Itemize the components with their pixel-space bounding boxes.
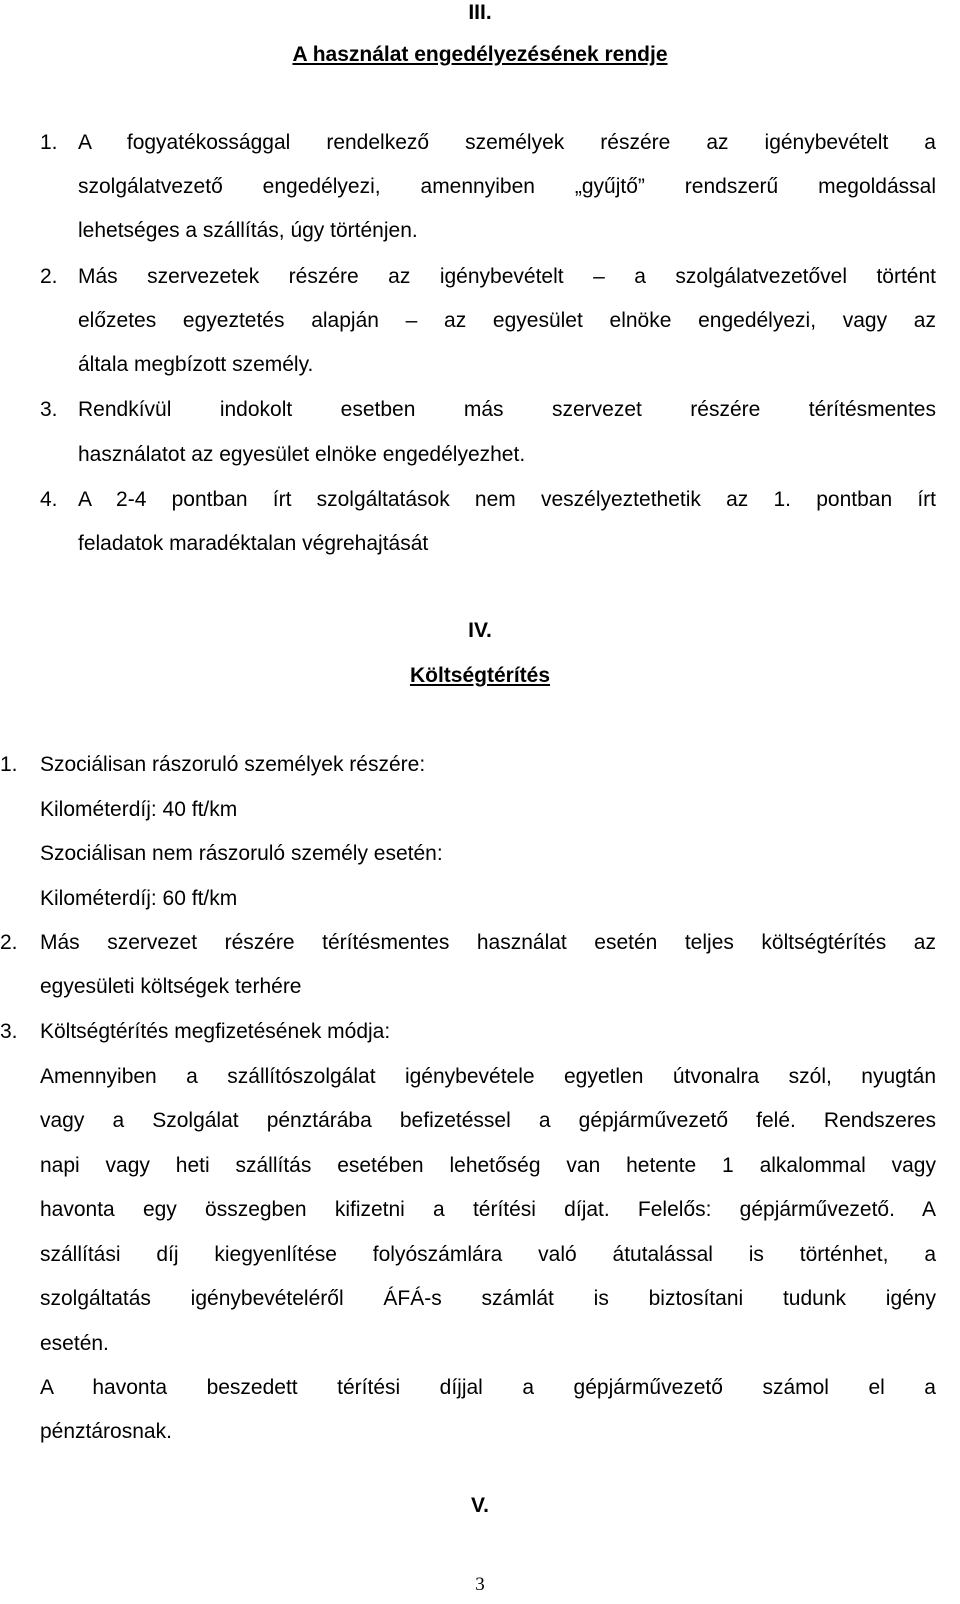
item-text-line: esetén. bbox=[40, 1332, 109, 1355]
section-3-roman: III. bbox=[468, 1, 492, 24]
item-text-line: használatot az egyesület elnöke engedélyezhet. bbox=[78, 443, 526, 466]
item-text-line: napi vagy heti szállítás esetében lehetőség van hetente 1 alkalommal vagy bbox=[40, 1154, 936, 1177]
item-number: 4. bbox=[40, 488, 58, 511]
item-text-line: feladatok maradéktalan végrehajtását bbox=[78, 532, 429, 555]
item-text-line: Más szervezet részére térítésmentes használat esetén teljes költségtérítés az bbox=[40, 931, 936, 954]
item-text-line: egyesületi költségek terhére bbox=[40, 975, 302, 998]
item-text-line: Költségtérítés megfizetésének módja: bbox=[40, 1020, 391, 1043]
item-number: 2. bbox=[0, 931, 18, 954]
item-text-line: A havonta beszedett térítési díjjal a gépjárművezető számol el a bbox=[40, 1376, 936, 1399]
item-text-line: szolgáltatás igénybevételéről ÁFÁ-s számlát is biztosítani tudunk igény bbox=[40, 1287, 936, 1310]
item-text-line: általa megbízott személy. bbox=[78, 353, 314, 376]
item-number: 1. bbox=[0, 753, 18, 776]
item-text-line: Szociálisan nem rászoruló személy esetén: bbox=[40, 842, 443, 865]
item-number: 1. bbox=[40, 131, 58, 154]
item-text-line: A fogyatékossággal rendelkező személyek részére az igénybevételt a bbox=[78, 131, 936, 154]
item-text-line: Amennyiben a szállítószolgálat igénybevétele egyetlen útvonalra szól, nyugtán bbox=[40, 1065, 936, 1088]
item-text-line: Kilométerdíj: 60 ft/km bbox=[40, 887, 238, 910]
section-4-roman: IV. bbox=[468, 619, 492, 642]
page-number: 3 bbox=[475, 1574, 485, 1595]
item-text-line: pénztárosnak. bbox=[40, 1420, 172, 1443]
item-number: 3. bbox=[40, 398, 58, 421]
item-text-line: Kilométerdíj: 40 ft/km bbox=[40, 798, 238, 821]
item-text-line: Más szervezetek részére az igénybevételt – a szolgálatvezetővel történt bbox=[78, 265, 936, 288]
section-4-heading: Költségtérítés bbox=[409, 664, 551, 687]
item-text-line: szolgálatvezető engedélyezi, amennyiben „gyűjtő” rendszerű megoldással bbox=[78, 175, 936, 198]
item-number: 3. bbox=[0, 1020, 18, 1043]
section-5-roman: V. bbox=[471, 1494, 489, 1517]
item-text-line: A 2-4 pontban írt szolgáltatások nem veszélyeztethetik az 1. pontban írt bbox=[78, 488, 936, 511]
item-text-line: szállítási díj kiegyenlítése folyószámlára való átutalással is történhet, a bbox=[40, 1243, 936, 1266]
item-text-line: lehetséges a szállítás, úgy történjen. bbox=[78, 219, 418, 242]
item-text-line: vagy a Szolgálat pénztárába befizetéssel a gépjárművezető felé. Rendszeres bbox=[40, 1109, 936, 1132]
item-text-line: Szociálisan rászoruló személyek részére: bbox=[40, 753, 426, 776]
item-text-line: Rendkívül indokolt esetben más szervezet részére térítésmentes bbox=[78, 398, 936, 421]
item-text-line: előzetes egyeztetés alapján – az egyesület elnöke engedélyezi, vagy az bbox=[78, 309, 936, 332]
item-number: 2. bbox=[40, 265, 58, 288]
item-text-line: havonta egy összegben kifizetni a térítési díjat. Felelős: gépjárművezető. A bbox=[40, 1198, 936, 1221]
section-3-heading: A használat engedélyezésének rendje bbox=[292, 43, 668, 66]
